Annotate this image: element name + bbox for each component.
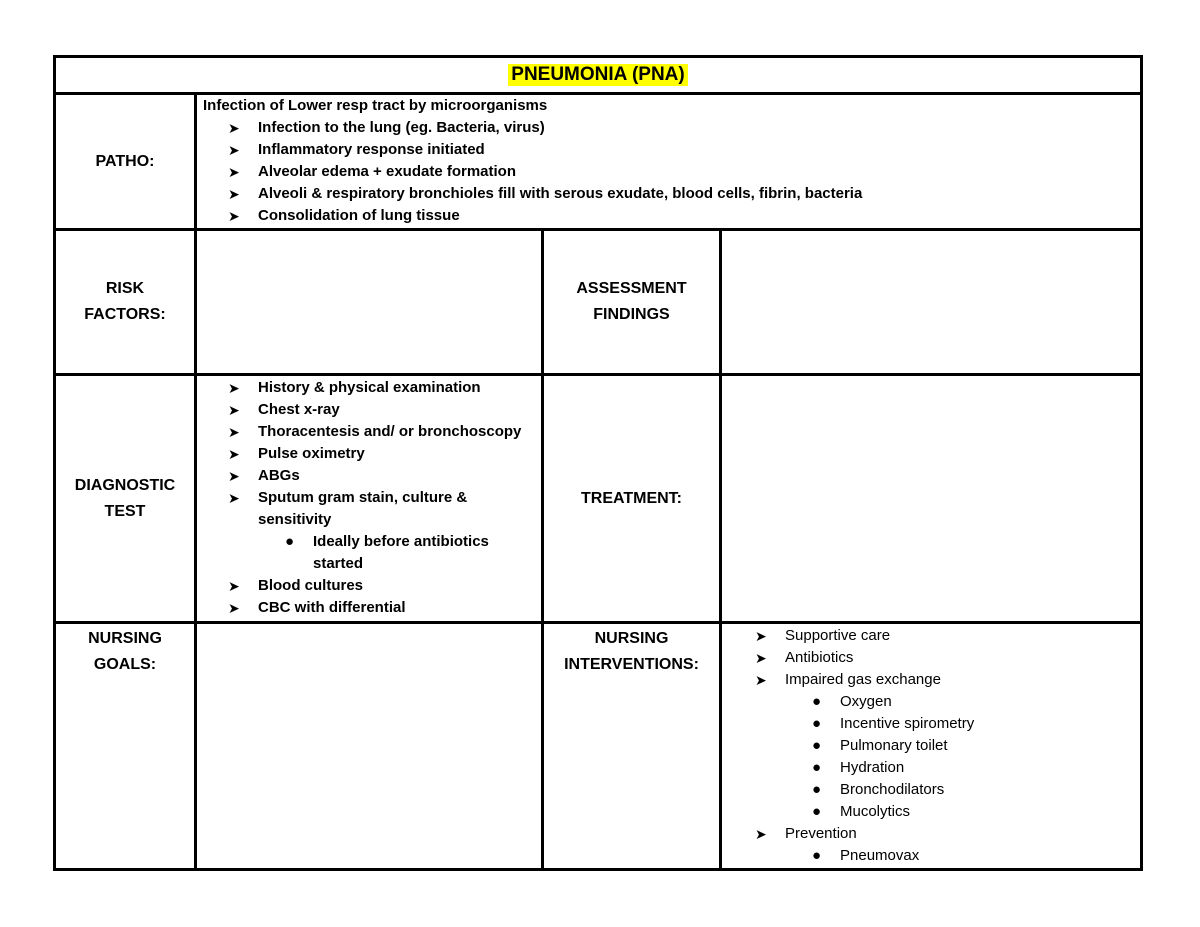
dot-bullet-icon: ● bbox=[812, 693, 822, 710]
list-item: ➤ Inflammatory response initiated bbox=[228, 139, 1133, 161]
dot-bullet-icon: ● bbox=[812, 781, 822, 798]
dot-bullet-icon: ● bbox=[812, 847, 822, 864]
patho-label-text: PATHO: bbox=[95, 152, 155, 170]
assessment-findings-label: ASSESSMENT FINDINGS bbox=[576, 280, 687, 323]
list-item: ● Oxygen bbox=[755, 691, 1135, 713]
nursing-interventions-content bbox=[755, 625, 1135, 867]
list-item: ➤ Chest x-ray bbox=[228, 399, 538, 421]
treatment-content bbox=[722, 376, 1140, 621]
list-item: ➤ Sputum gram stain, culture & sensitivity bbox=[228, 489, 468, 528]
list-item: ➤ CBC with differential bbox=[228, 597, 538, 619]
arrow-bullet-icon: ➤ bbox=[755, 628, 767, 644]
list-item: ➤ Blood cultures bbox=[228, 575, 538, 597]
list-item: ● Hydration bbox=[755, 757, 1135, 779]
arrow-bullet-icon: ➤ bbox=[755, 650, 767, 666]
list-item: ➤ Antibiotics bbox=[755, 647, 1135, 669]
patho-content bbox=[203, 95, 1133, 227]
list-item: ➤ Alveolar edema + exudate formation bbox=[228, 161, 1133, 183]
list-item: ➤ Supportive care bbox=[755, 625, 1135, 647]
list-item: ➤ Pulse oximetry bbox=[228, 443, 538, 465]
risk-factors-content bbox=[197, 231, 541, 373]
arrow-bullet-icon: ➤ bbox=[228, 490, 240, 506]
arrow-bullet-icon: ➤ bbox=[228, 142, 240, 158]
treatment-label: TREATMENT: bbox=[580, 489, 683, 507]
arrow-bullet-icon: ➤ bbox=[228, 600, 240, 616]
arrow-bullet-icon: ➤ bbox=[228, 164, 240, 180]
patho-list bbox=[228, 117, 1133, 227]
list-item: ➤ Prevention bbox=[755, 823, 1135, 845]
diagnostic-list bbox=[228, 377, 538, 619]
list-item: ➤ Impaired gas exchange bbox=[755, 669, 1135, 691]
arrow-bullet-icon: ➤ bbox=[228, 468, 240, 484]
arrow-bullet-icon: ➤ bbox=[228, 120, 240, 136]
list-item: ➤ Consolidation of lung tissue bbox=[228, 205, 1133, 227]
table-border-right bbox=[1140, 55, 1143, 871]
arrow-bullet-icon: ➤ bbox=[228, 446, 240, 462]
arrow-bullet-icon: ➤ bbox=[228, 402, 240, 418]
list-item: ● Bronchodilators bbox=[755, 779, 1135, 801]
list-item: ● Pulmonary toilet bbox=[755, 735, 1135, 757]
nursing-interventions-label: NURSING INTERVENTIONS: bbox=[564, 630, 699, 673]
list-item: ➤ Thoracentesis and/ or bronchoscopy bbox=[228, 421, 538, 443]
patho-label bbox=[56, 95, 194, 228]
arrow-bullet-icon: ➤ bbox=[228, 424, 240, 440]
arrow-bullet-icon: ➤ bbox=[228, 380, 240, 396]
arrow-bullet-icon: ➤ bbox=[228, 208, 240, 224]
nursing-goals-content bbox=[197, 624, 541, 868]
patho-heading: Infection of Lower resp tract by microorganisms bbox=[203, 97, 548, 114]
arrow-bullet-icon: ➤ bbox=[228, 578, 240, 594]
diagnostic-test-label: DIAGNOSTIC TEST bbox=[74, 476, 176, 520]
arrow-bullet-icon: ➤ bbox=[228, 186, 240, 202]
dot-bullet-icon: ● bbox=[812, 737, 822, 754]
risk-factors-label: RISK FACTORS: bbox=[84, 280, 166, 323]
nursing-goals-label: NURSING GOALS: bbox=[88, 630, 162, 673]
list-item: ➤ History & physical examination bbox=[228, 377, 538, 399]
list-item: ● Mucolytics bbox=[755, 801, 1135, 823]
dot-bullet-icon: ● bbox=[812, 803, 822, 820]
page-title bbox=[55, 58, 1141, 92]
arrow-bullet-icon: ➤ bbox=[755, 826, 767, 842]
list-item: ➤ ABGs bbox=[228, 465, 538, 487]
list-item: ➤ Infection to the lung (eg. Bacteria, virus) bbox=[228, 117, 1133, 139]
interventions-list bbox=[755, 625, 1135, 867]
assessment-findings-content bbox=[722, 231, 1140, 373]
list-item: ● Incentive spirometry bbox=[755, 713, 1135, 735]
dot-bullet-icon: ● bbox=[812, 759, 822, 776]
list-item: ● Pneumovax bbox=[755, 845, 1135, 867]
title-text: PNEUMONIA (PNA) bbox=[508, 64, 687, 86]
arrow-bullet-icon: ➤ bbox=[755, 672, 767, 688]
diagnostic-test-content bbox=[228, 377, 538, 619]
dot-bullet-icon: ● bbox=[285, 533, 295, 550]
list-item: ● Ideally before antibiotics started bbox=[285, 533, 489, 572]
dot-bullet-icon: ● bbox=[812, 715, 822, 732]
list-item: ➤ Alveoli & respiratory bronchioles fill with serous exudate, blood cells, fibrin, bacteria bbox=[228, 183, 1133, 205]
